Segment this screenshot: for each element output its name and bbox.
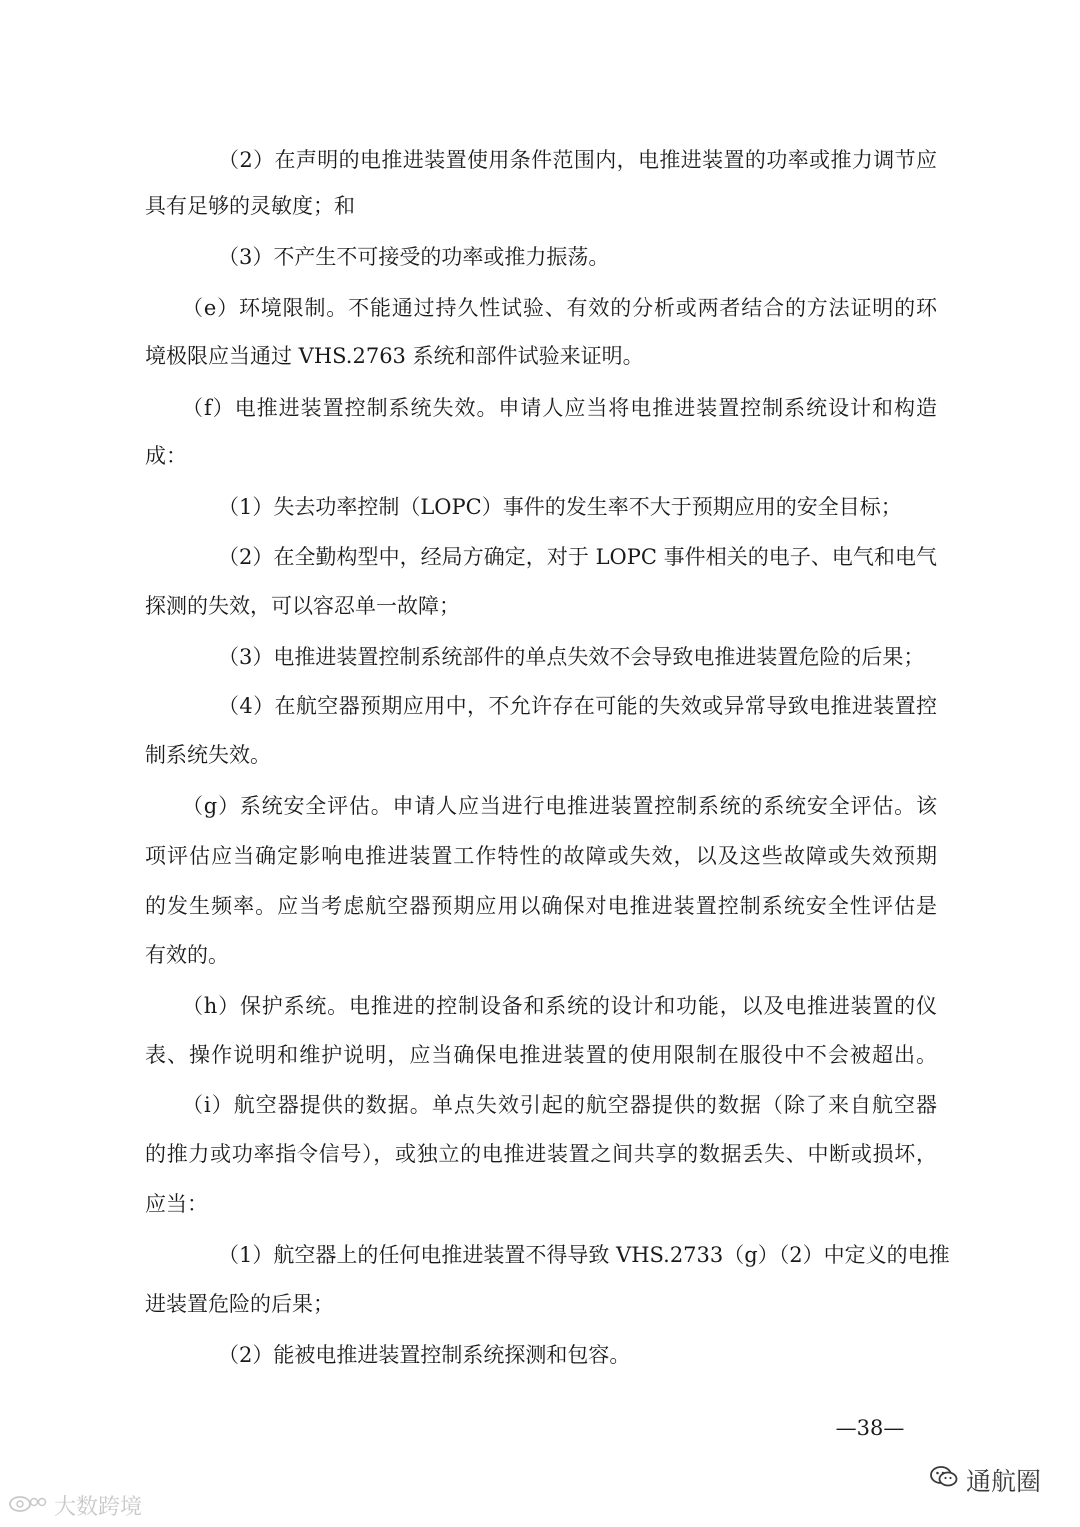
paragraph-line: （h）保护系统。电推进的控制设备和系统的设计和功能，以及电推进装置的仪 [182, 994, 937, 1018]
page-number: —38— [835, 1416, 905, 1440]
weibo-icon [8, 1491, 48, 1519]
paragraph-line: 制系统失效。 [145, 743, 271, 767]
paragraph-line: 有效的。 [145, 943, 229, 967]
weibo-watermark [8, 1490, 142, 1520]
wechat-watermark [930, 1462, 1041, 1498]
paragraph-line: 项评估应当确定影响电推进装置工作特性的故障或失效，以及这些故障或失效预期 [145, 844, 937, 868]
paragraph-line: 探测的失效，可以容忍单一故障； [145, 594, 460, 618]
paragraph-line: （2）能被电推进装置控制系统探测和包容。 [218, 1343, 631, 1367]
paragraph-line: 成： [145, 444, 187, 468]
paragraph-line: 的推力或功率指令信号），或独立的电推进装置之间共享的数据丢失、中断或损坏， [145, 1142, 937, 1166]
paragraph-line: （2）在声明的电推进装置使用条件范围内，电推进装置的功率或推力调节应 [218, 148, 937, 172]
weibo-account-name: 大数跨境 [54, 1494, 143, 1520]
paragraph-line: （g）系统安全评估。申请人应当进行电推进装置控制系统的系统安全评估。该 [182, 794, 937, 818]
paragraph-line: （4）在航空器预期应用中，不允许存在可能的失效或异常导致电推进装置控 [218, 694, 937, 718]
wechat-icon [930, 1465, 958, 1495]
paragraph-line: （1）失去功率控制（LOPC）事件的发生率不大于预期应用的安全目标； [218, 495, 902, 519]
paragraph-line: 应当： [145, 1192, 208, 1216]
paragraph-line: （f）电推进装置控制系统失效。申请人应当将电推进装置控制系统设计和构造 [182, 396, 937, 420]
paragraph-line: 具有足够的灵敏度；和 [145, 194, 355, 218]
paragraph-line: （1）航空器上的任何电推进装置不得导致 VHS.2733（g）（2）中定义的电推 [218, 1243, 950, 1267]
wechat-account-name: 通航圈 [966, 1467, 1042, 1496]
paragraph-line: （3）电推进装置控制系统部件的单点失效不会导致电推进装置危险的后果； [218, 645, 925, 669]
paragraph-line: 进装置危险的后果； [145, 1292, 334, 1316]
paragraph-line: （e）环境限制。不能通过持久性试验、有效的分析或两者结合的方法证明的环 [182, 296, 937, 320]
paragraph-line: 的发生频率。应当考虑航空器预期应用以确保对电推进装置控制系统安全性评估是 [145, 894, 937, 918]
paragraph-line: （2）在全勤构型中，经局方确定，对于 LOPC 事件相关的电子、电气和电气 [218, 545, 937, 569]
paragraph-line: （3）不产生不可接受的功率或推力振荡。 [218, 245, 610, 269]
paragraph-line: 境极限应当通过 VHS.2763 系统和部件试验来证明。 [145, 344, 644, 368]
paragraph-line: 表、操作说明和维护说明，应当确保电推进装置的使用限制在服役中不会被超出。 [145, 1043, 937, 1067]
paragraph-line: （i）航空器提供的数据。单点失效引起的航空器提供的数据（除了来自航空器 [182, 1093, 937, 1117]
